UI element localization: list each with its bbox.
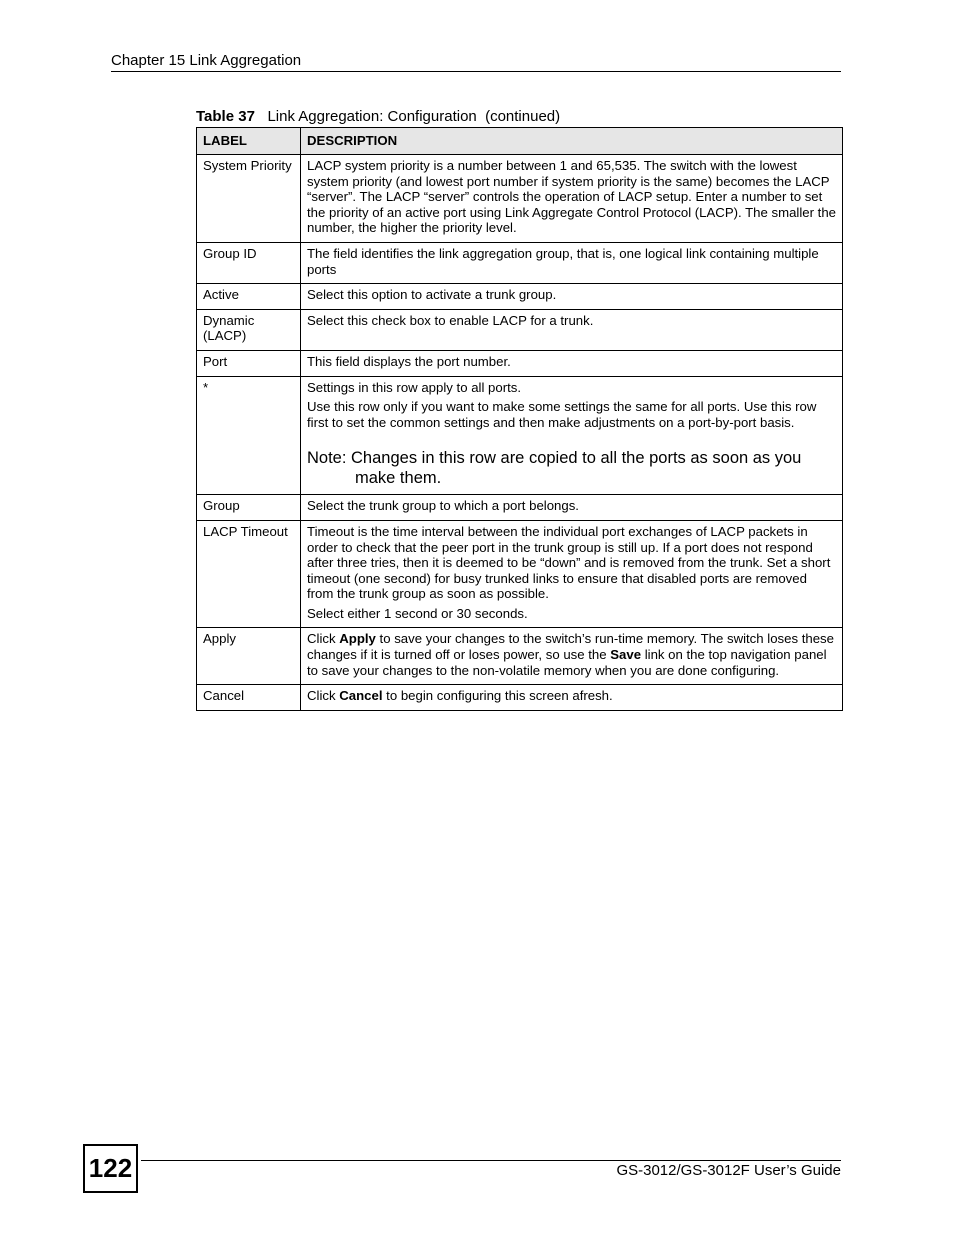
text-run: Click [307,688,340,704]
table-row [197,376,843,495]
row-label: System Priority [197,155,301,243]
row-label: LACP Timeout [197,520,301,628]
table-row [197,242,843,283]
row-label: Active [197,284,301,310]
description-text: Settings in this row apply to all ports. [307,379,522,395]
description-text: Use this row only if you want to make some settings the same for all ports. Use this row first to set the common settings and then make adjustments on a port-by-port basis. [307,399,817,430]
row-description [301,495,843,521]
table-caption-number: Table 37 [196,108,255,125]
row-label: Group [197,495,301,521]
running-header: Chapter 15 Link Aggregation [111,52,841,72]
text-run: Click [307,631,340,647]
description-text: Select this option to activate a trunk group. [307,287,557,303]
row-label: Apply [197,628,301,685]
table-caption-title: Link Aggregation: Configuration (continued) [267,108,561,125]
description-text [307,631,836,678]
description-text: LACP system priority is a number between 1 and 65,535. The switch with the lowest system priority (and lowest port number if system priority is the same) becomes the LACP “server”. The LACP “server” controls the operation of LACP setup. Enter a number to set the priority of an active port using Link Aggregate Control Protocol (LACP). The smaller the number, the higher the priority level. [307,158,836,236]
row-description [301,309,843,350]
table-header-row [197,128,843,155]
description-text: This field displays the port number. [307,353,511,369]
text-run: to save your changes to the switch’s run-time memory. The switch loses these changes if it is turned off or loses power, so use the [307,631,834,663]
row-label: * [197,376,301,495]
table-row [197,520,843,628]
description-column-header: DESCRIPTION [301,128,843,155]
row-label: Dynamic (LACP) [197,309,301,350]
guide-title: GS-3012/GS-3012F User’s Guide [616,1162,841,1179]
label-column-header: LABEL [197,128,301,155]
text-run: link on the top navigation panel to save your changes to the non-volatile memory when you are done configuring. [307,647,827,678]
description-text [307,688,836,704]
row-description [301,628,843,685]
row-description [301,685,843,711]
note-text: Note: Changes in this row are copied to all the ports as soon as you make them. [307,449,802,488]
configuration-table [196,127,843,711]
table-row [197,155,843,243]
row-description [301,520,843,628]
table-row [197,685,843,711]
cancel-term: Cancel [339,688,383,704]
description-text: Select this check box to enable LACP for a trunk. [307,312,594,328]
table-row [197,350,843,376]
page-number: 122 [83,1144,138,1193]
row-label: Port [197,350,301,376]
description-text: Select the trunk group to which a port belongs. [307,498,579,514]
row-description [301,350,843,376]
description-text: Timeout is the time interval between the individual port exchanges of LACP packets in order to check that the peer port in the trunk group is still up. If a port does not respond after three tries, then it is deemed to be “down” and is removed from the trunk. Set a short timeout (one second) for busy trunked links to ensure that disabled ports are removed from the trunk group as soon as possible. [307,523,831,602]
description-text: The field identifies the link aggregation group, that is, one logical link containing multiple ports [307,245,819,277]
footer-rule [141,1160,841,1161]
row-label: Group ID [197,242,301,283]
row-label: Cancel [197,685,301,711]
table-row [197,309,843,350]
text-run: to begin configuring this screen afresh. [382,688,613,704]
save-term: Save [610,647,642,663]
row-description [301,155,843,243]
table-caption [196,108,560,126]
apply-term: Apply [339,631,376,647]
table-row [197,495,843,521]
row-description [301,376,843,495]
description-text: Select either 1 second or 30 seconds. [307,605,528,621]
row-description [301,284,843,310]
table-row [197,628,843,685]
row-description [301,242,843,283]
table-row [197,284,843,310]
